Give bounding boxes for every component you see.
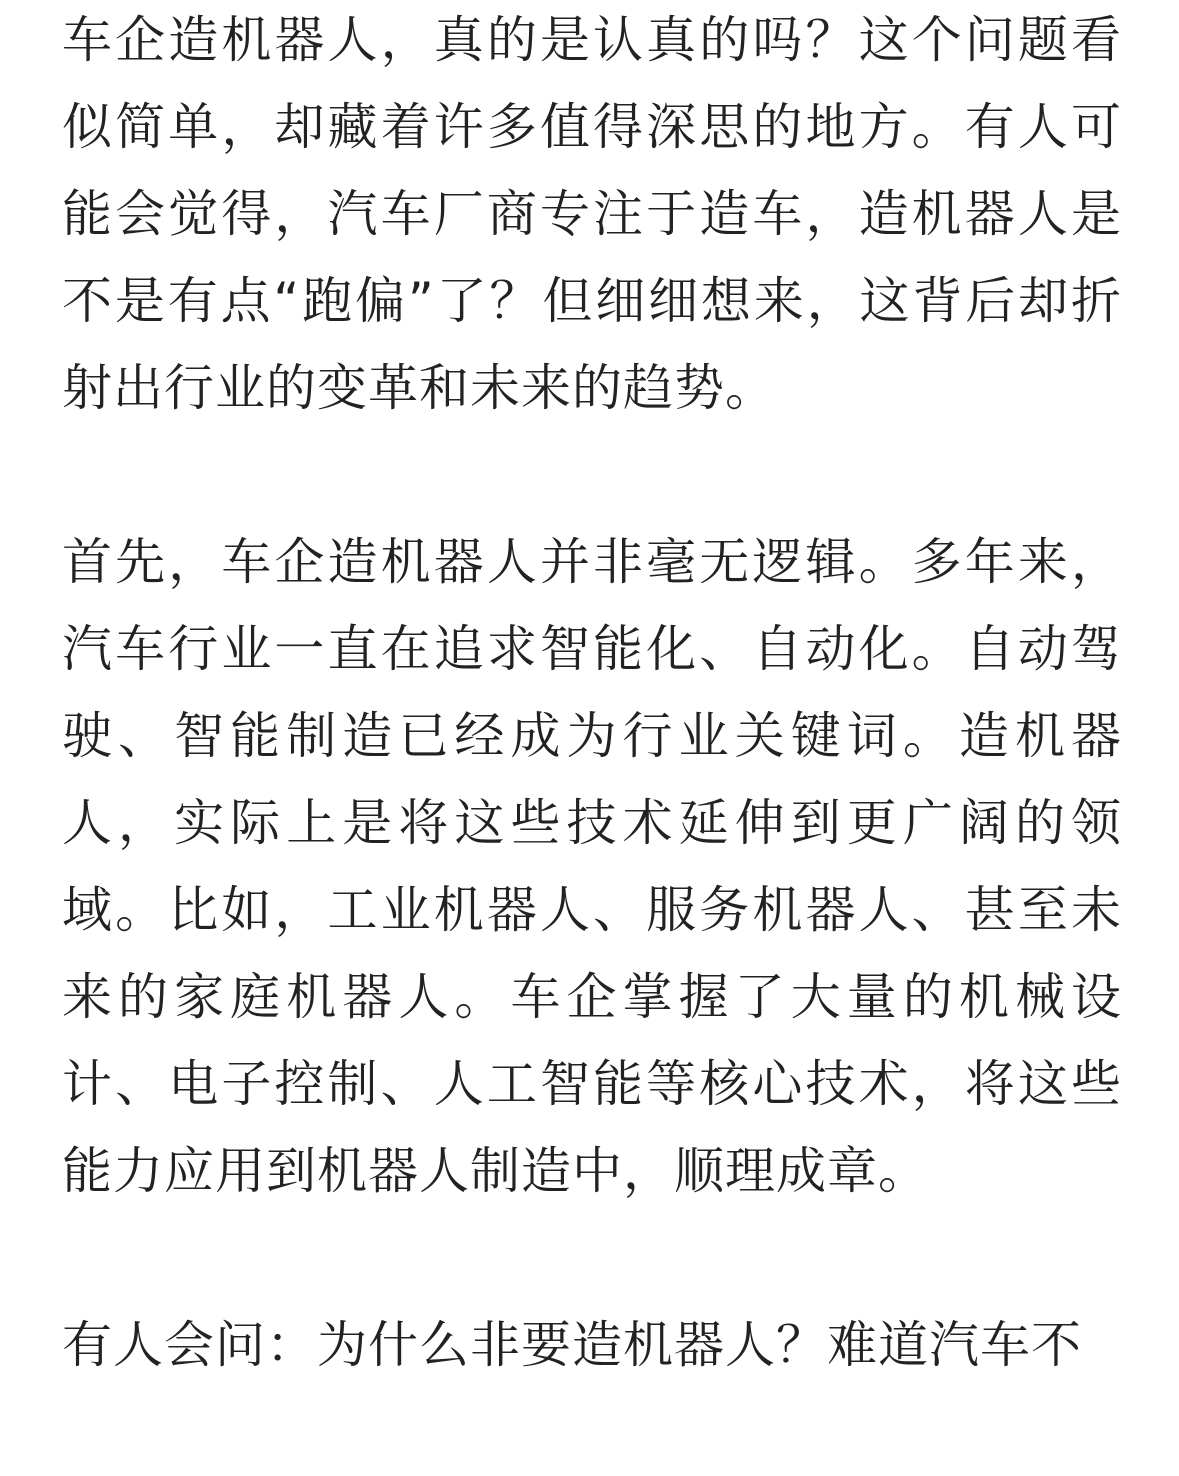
- article-paragraph: 有人会问：为什么非要造机器人？难道汽车不: [62, 1316, 1082, 1374]
- article-body: [62, 0, 1122, 1476]
- article-paragraph: 车企造机器人，真的是认真的吗？这个问题看似简单，却藏着许多值得深思的地方。有人可能会觉得，汽车厂商专注于造车，造机器人是不是有点“跑偏”了？但细细想来，这背后却折射出行业的变革和未来的趋势。: [62, 11, 1122, 417]
- article-paragraph: 首先，车企造机器人并非毫无逻辑。多年来，汽车行业一直在追求智能化、自动化。自动驾驶、智能制造已经成为行业关键词。造机器人，实际上是将这些技术延伸到更广阔的领域。比如，工业机器人、服务机器人、甚至未来的家庭机器人。车企掌握了大量的机械设计、电子控制、人工智能等核心技术，将这些能力应用到机器人制造中，顺理成章。: [62, 533, 1122, 1200]
